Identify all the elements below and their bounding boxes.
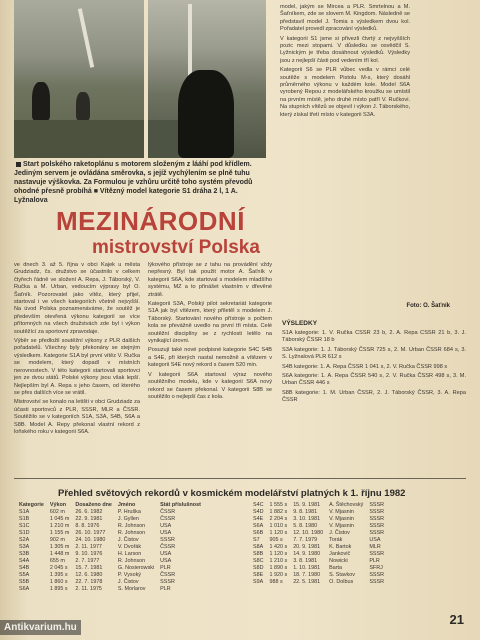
table-row xyxy=(16,537,204,544)
table-cell: Jankovič xyxy=(329,551,351,557)
table-cell: 1 890 s xyxy=(269,565,288,571)
table-cell: S8A xyxy=(253,544,264,550)
table-cell: R. Johnson xyxy=(117,523,146,529)
table-row xyxy=(16,565,204,572)
table-cell: ČSSR xyxy=(160,544,176,550)
table-cell: S9A xyxy=(253,579,264,585)
table-cell: 1 448 m xyxy=(49,551,70,557)
table-row xyxy=(250,530,387,537)
table-row xyxy=(16,530,204,537)
table-cell: SSSR xyxy=(369,579,385,585)
table-cell: S4D xyxy=(253,509,264,515)
table-cell: 20. 9. 1981 xyxy=(293,544,321,550)
table-cell: S4B xyxy=(19,565,30,571)
table-cell: S6A xyxy=(19,586,30,592)
photo-modeler-with-model xyxy=(148,0,266,158)
table-cell: 602 m xyxy=(49,509,65,515)
table-cell: PLR xyxy=(160,565,171,571)
table-cell: J. Čistov xyxy=(117,537,139,543)
table-cell: 1 155 m xyxy=(49,530,70,536)
table-cell: J. Čistov xyxy=(329,530,350,536)
table-row xyxy=(16,579,204,586)
result-line: S4B kategorie: 1. A. Repa ČSSR 1 041 s, 2. V. Ručka ČSSR 998 s xyxy=(282,363,448,370)
paragraph: model, jakým se Mircea a PLR. Smrtelnou a M. Šaťníkem, zde se slovem M. Kingdom. Následně se představil model J. Tomia s výsledkem dvou kol. Pořadatel provedl zpracování výsledků. xyxy=(280,4,410,33)
table-cell: P. Hruška xyxy=(117,509,141,515)
paragraph: ve dnech 3. až 5. října v obci Kajek u města Grudziadz, čs. družstvo se účastnilo v celkem čtyřech řádně ve složení A. Repa, J. Táborský, V. Ručka a M. Urban, vedoucím výpravy byl O. Šaťník. Pozorovatel jako vítěz, který přijel, startoval i ve všech kategoriích včetně nejvyšší. Na úvod Polska poznamenáváme, že soutěž je především otevřená výkonu kategorií se více přítomných na všech družstvách zde byl i výkon soutěžící za sportovní zpravodaje. xyxy=(14,262,140,335)
records-table-right xyxy=(250,502,387,586)
table-cell: 15. 7. 1981 xyxy=(75,565,103,571)
table-cell: 22. 9. 1981 xyxy=(75,516,103,522)
table-cell: G. Nosierowski xyxy=(117,565,155,571)
table-cell: 7. 7. 1979 xyxy=(293,537,318,543)
table-cell: 1 120 s xyxy=(269,530,288,536)
table-row xyxy=(250,551,387,558)
table-cell: 3. 10. 1981 xyxy=(293,516,321,522)
table-cell: 2 204 s xyxy=(269,516,288,522)
table-cell: S5B xyxy=(19,579,30,585)
table-cell: S1B xyxy=(19,516,30,522)
table-cell: O. Dolbus xyxy=(329,579,354,585)
table-row xyxy=(250,544,387,551)
table-cell: 1 860 s xyxy=(49,579,68,585)
table-cell: S4A xyxy=(19,558,30,564)
header-date: Dosaženo dne xyxy=(75,502,112,508)
table-cell: USA xyxy=(160,558,172,564)
table-cell: 1 305 m xyxy=(49,544,70,550)
table-cell: 22. 7. 1978 xyxy=(75,579,103,585)
table-cell: SSSR xyxy=(369,502,385,508)
table-cell: P. Vysoký xyxy=(117,572,141,578)
table-row xyxy=(250,579,387,586)
table-cell: PLR xyxy=(369,558,380,564)
table-cell: 8. 8. 1976 xyxy=(75,523,100,529)
table-cell: SSSR xyxy=(160,537,175,543)
result-line: S8B kategorie: 1. M. Urban ČSSR, 2. J. Táborský ČSSR, 3. A. Repa ČSSR xyxy=(282,389,466,404)
table-cell: S3B xyxy=(19,551,30,557)
article-column-3 xyxy=(280,4,410,300)
table-cell: 1 210 s xyxy=(269,558,288,564)
result-line: S1A kategorie: 1. V. Ručka ČSSR 23 b, 2. A. Repa ČSSR 21 b, 3. J. Táborský ČSSR 18 b xyxy=(282,330,466,344)
table-cell: S6B xyxy=(253,530,264,536)
table-cell: MLR xyxy=(369,544,381,550)
table-cell: 2. 11. 1977 xyxy=(75,544,102,550)
table-cell: SSSR xyxy=(369,551,385,557)
table-cell: S7 xyxy=(253,537,260,543)
table-cell: USA xyxy=(369,537,381,543)
table-cell: V. Dvořák xyxy=(117,544,142,550)
paragraph: V kategorii S1 jsme si přivezli čtvrtý z nejvyšších pozic mezi stopami. V důsledku se osvědčil S. Lyžnickým je třeba dosáhnout výsledků. Výsledky jsou z nejlepší části pod vedením tří kol. xyxy=(280,35,410,64)
table-cell: 2 045 s xyxy=(49,565,68,571)
table-cell: S1D xyxy=(19,530,30,536)
table-cell: S8B xyxy=(253,551,264,557)
table-row xyxy=(16,516,204,523)
table-cell: V. Mjasnin xyxy=(329,516,354,522)
table-row xyxy=(16,558,204,565)
table-cell: S4C xyxy=(253,502,264,508)
table-cell: PLR xyxy=(160,586,171,592)
table-row xyxy=(250,572,387,579)
paragraph: Posuzují také nové podpisné kategorie S4C S4B a S4E, při kterých nastal nemožně a vítězem v kategorii S4E nový rekord s časem 520 min. xyxy=(148,347,272,369)
table-cell: V. Mjasnin xyxy=(329,523,354,529)
table-cell: 1 120 s xyxy=(269,551,288,557)
table-cell: J. Gyllen xyxy=(117,516,139,522)
paragraph: lýkového přístroje se z tahu na provádění vždy nepřesný. Byl tak použit motor A. Šaťník v kategorii S6A, kde startoval s modelem mladšího systému, MZ a to přinášet vlastním v dřevěné ztrátě. xyxy=(148,262,272,298)
table-cell: 1 420 s xyxy=(269,544,288,550)
table-cell: 1. 10. 1981 xyxy=(293,565,321,571)
table-cell: S6A xyxy=(253,523,264,529)
table-cell: USA xyxy=(160,551,172,557)
table-cell: V. Mjasnin xyxy=(329,509,354,515)
table-cell: 22. 5. 1981 xyxy=(293,579,321,585)
table-cell: Nowicki xyxy=(329,558,348,564)
table-cell: 26. 10. 1977 xyxy=(75,530,106,536)
article-column-1 xyxy=(14,262,140,470)
table-row xyxy=(16,544,204,551)
table-cell: ČSSR xyxy=(160,516,176,522)
result-line: S3A kategorie: 1. J. Táborský ČSSR 725 s, 2. M. Urban ČSSR 684 s, 3. S. Lyžnalová PLR 612 s xyxy=(282,346,466,361)
table-row xyxy=(16,509,204,516)
table-cell: 1 395 s xyxy=(49,572,68,578)
table-cell: S. Stavkov xyxy=(329,572,355,578)
table-cell: 1 920 s xyxy=(269,572,288,578)
table-cell: S2A xyxy=(19,537,30,543)
paragraph: Kategorii S3A, Polský pilot sekretariát kategorie S1A jak byl vítězem, který přiletěl s modelem J. Táborský. Startování nového přístroje s počtem kola se převážně uvedlo na první tři místa. Celé soutěžní disciplíny se z rychlosti letělo na vynikající úrovni. xyxy=(148,301,272,345)
header-country: Stát příslušnost xyxy=(160,502,201,508)
table-cell: SSSR xyxy=(369,516,385,522)
paragraph: Výběr se předložil soutěžní výkony z PLR dalších pořadatelů. Všechny byly překonány se stejným výsledkem. Kategorie S1A byl první vítěz V. Ručka se modelem, který dopadl v místních nerovnostech. V této kategorii startovali sportovci jen ze dvou států. Polské výkony jsou však lepší. Nejlepším byl A. Repa s jeho časem, od kterého se přes dalších více se vrátil. xyxy=(14,338,140,396)
table-cell: 905 s xyxy=(269,537,283,543)
section-divider xyxy=(14,478,466,479)
table-cell: R. Johnson xyxy=(117,558,146,564)
table-cell: 2. 7. 1977 xyxy=(75,558,100,564)
table-cell: 1 045 m xyxy=(49,516,70,522)
table-cell: 655 m xyxy=(49,558,65,564)
table-cell: 1 010 s xyxy=(269,523,288,529)
paragraph: V kategorii S6A startoval výraz nového soutěžního modelu, kde v kategorii S6A nový rekord se časem překonal. V kategorii S8B se soutěžilo o nejlepší čas z kola. xyxy=(148,371,272,400)
table-cell: 1 555 s xyxy=(269,502,288,508)
table-cell: 9. 8. 1981 xyxy=(293,509,318,515)
table-cell: 1 210 m xyxy=(49,523,70,529)
results-heading: VÝSLEDKY xyxy=(282,320,318,327)
table-cell: 5. 8. 1980 xyxy=(293,523,318,529)
bullet-square-icon xyxy=(16,162,21,167)
table-cell: SSSR xyxy=(369,523,385,529)
headline-main: MEZINÁRODNÍ xyxy=(56,206,245,236)
photo-credit: Foto: O. Šaťník xyxy=(406,303,450,309)
table-cell: 18. 7. 1980 xyxy=(293,572,321,578)
article-column-2 xyxy=(148,262,272,470)
table-cell: 14. 9. 1980 xyxy=(293,551,321,557)
table-cell: S4E xyxy=(253,516,264,522)
header-category: Kategorie xyxy=(19,502,44,508)
paragraph: Kategorii S6 se PLR vůbec vedla v rámci celé soutěže s modelem Pistolu M-s, který dosáhl průměrného výkonu v každém kole. Model S6A vyrobený Repou z modelářského kroužku se umístil na prvním místě, jeho druhé místo patří V. Ručkovi. Na stupních vítězů se objevil i výkon J. Táborského, který získal třetí místo v kategorii S3A. xyxy=(280,67,410,118)
table-cell: 3. 8. 1981 xyxy=(293,558,318,564)
table-cell: SFRJ xyxy=(369,565,383,571)
table-cell: USA xyxy=(160,523,172,529)
headline-sub: mistrovství Polska xyxy=(92,237,260,258)
table-cell: SSSR xyxy=(369,572,385,578)
table-cell: S5A xyxy=(19,572,30,578)
table-header-row xyxy=(16,502,204,509)
table-row xyxy=(250,537,387,544)
photo-caption: Start polského raketoplánu s motorem složeným z lááhí pod křídlem. Jediným servem je ovládána směrovka, s jejíž vychýlením se plně tuhu nastavuje výškovka. Za Formulou je vzhůru určitě toho systém převodů ohodné přesně probíhá ■ Vítězný model kategorie S1 dráha 2 l, 1 A. Lyžnalova xyxy=(14,161,253,204)
table-cell: A. Štěchovský xyxy=(329,502,364,508)
table-cell: S. Morlarov xyxy=(117,586,146,592)
table-cell: 1 895 s xyxy=(49,586,68,592)
table-cell: 12. 6. 1980 xyxy=(75,572,103,578)
table-row xyxy=(250,523,387,530)
header-performance: Výkon xyxy=(49,502,67,508)
table-cell: S8D xyxy=(253,565,264,571)
table-row xyxy=(250,509,387,516)
table-cell: S8C xyxy=(253,558,264,564)
page-number: 21 xyxy=(449,612,464,627)
table-cell: 1 882 s xyxy=(269,509,288,515)
table-row xyxy=(16,523,204,530)
table-cell: 9. 10. 1976 xyxy=(75,551,103,557)
table-cell: S3A xyxy=(19,544,30,550)
paragraph: Mistrovství se konalo na letišti v obci Grudziadz za účasti sportovců z PLR, SSSR, MLR a ČSSR. Soutěžilo se v kategoriích S1A, S3A, S4B, S6A a S8B. Model A. Repy překonal vlastní rekord z loňského roku v kategorii S6A. xyxy=(14,399,140,435)
table-cell: 988 s xyxy=(269,579,283,585)
watermark: Antikvarium.hu xyxy=(0,620,81,635)
table-row xyxy=(16,572,204,579)
table-cell: 2. 11. 1975 xyxy=(75,586,102,592)
table-cell: S1A xyxy=(19,509,30,515)
table-row xyxy=(250,502,387,509)
table-cell: S1C xyxy=(19,523,30,529)
table-cell: Barta xyxy=(329,565,343,571)
table-cell: Torák xyxy=(329,537,343,543)
table-cell: 24. 10. 1980 xyxy=(75,537,106,543)
table-row xyxy=(250,565,387,572)
results-list xyxy=(282,330,466,470)
table-row xyxy=(16,586,204,593)
records-table-left xyxy=(16,502,204,593)
header-name: Jméno xyxy=(117,502,136,508)
table-cell: 902 m xyxy=(49,537,65,543)
table-row xyxy=(16,551,204,558)
table-cell: K. Bartok xyxy=(329,544,352,550)
table-cell: SSSR xyxy=(369,509,385,515)
records-table-title: Přehled světových rekordů v kosmickém modelářství platných k 1. říjnu 1982 xyxy=(58,488,406,499)
table-cell: ČSSR xyxy=(160,509,176,515)
table-cell: H. Larson xyxy=(117,551,142,557)
table-cell: USA xyxy=(160,530,172,536)
table-cell: SSSR xyxy=(160,579,175,585)
table-cell: S8E xyxy=(253,572,264,578)
table-row xyxy=(250,516,387,523)
photo-rocket-launch xyxy=(14,0,144,158)
table-cell: 12. 10. 1980 xyxy=(293,530,324,536)
table-row xyxy=(250,558,387,565)
table-cell: J. Čistov xyxy=(117,579,139,585)
result-line: S6A kategorie: 1. A. Repa ČSSR 540 s, 2. V. Ručka ČSSR 498 s, 3. M. Urban ČSSR 446 s xyxy=(282,373,466,387)
table-cell: 15. 9. 1981 xyxy=(293,502,321,508)
table-cell: R. Johnson xyxy=(117,530,146,536)
table-cell: ČSSR xyxy=(160,572,176,578)
table-cell: 26. 6. 1982 xyxy=(75,509,103,515)
table-cell: SSSR xyxy=(369,530,385,536)
